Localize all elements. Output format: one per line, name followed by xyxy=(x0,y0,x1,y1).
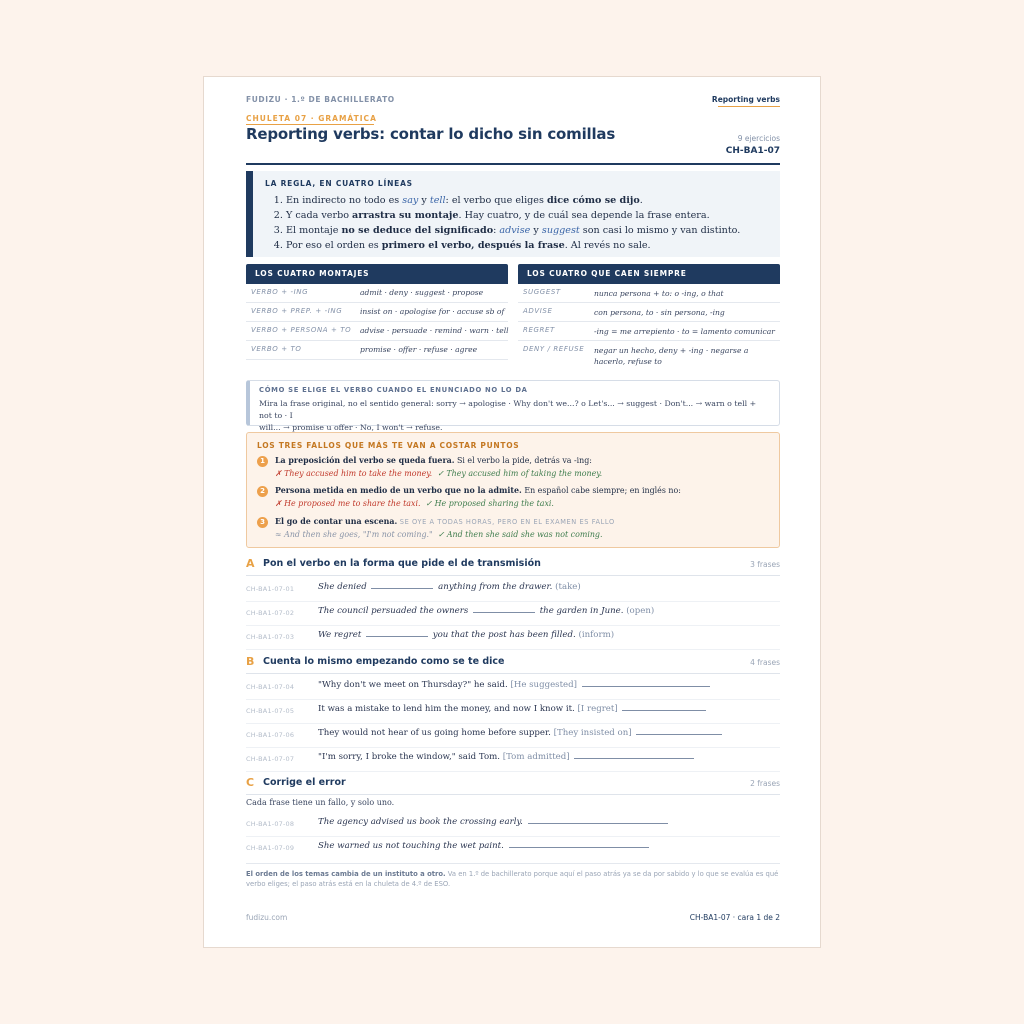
answer-blank[interactable] xyxy=(582,685,710,687)
number-badge: 2 xyxy=(257,486,268,497)
number-badge: 1 xyxy=(257,456,268,467)
table-row: VERBO + -ING admit · deny · suggest · propose xyxy=(246,284,508,303)
page-title: Reporting verbs: contar lo dicho sin comillas xyxy=(246,125,616,143)
rule-item: 2. Y cada verbo arrastra su montaje. Hay cuatro, y de cuál sea depende la frase entera. xyxy=(286,208,766,223)
siempre-heading: LOS CUATRO QUE CAEN SIEMPRE xyxy=(518,264,780,284)
rule-item: 3. El montaje no se deduce del significado: advise y suggest son casi lo mismo y van distinto. xyxy=(286,223,766,238)
footer-site[interactable]: fudizu.com xyxy=(246,913,288,922)
exercise-row: CH-BA1-07-01 She denied anything from the drawer. (take) xyxy=(246,577,780,602)
table-row: ADVISE con persona, to · sin persona, -ing xyxy=(518,303,780,322)
table-row: VERBO + PREP. + -ING insist on · apologise for · accuse sb of xyxy=(246,303,508,322)
fails-heading: LOS TRES FALLOS QUE MÁS TE VAN A COSTAR PUNTOS xyxy=(257,441,520,450)
siempre-table xyxy=(518,264,780,369)
section-header-b: B Cuenta lo mismo empezando como se te dice 4 frases xyxy=(246,655,780,674)
brand-label: FUDIZU · 1.º DE BACHILLERATO xyxy=(246,95,395,104)
section-header-c: C Corrige el error 2 frases xyxy=(246,776,780,795)
answer-blank[interactable] xyxy=(473,611,535,613)
rule-box xyxy=(246,171,780,257)
exercise-row: CH-BA1-07-06 They would not hear of us going home before supper. [They insisted on] xyxy=(246,723,780,748)
answer-blank[interactable] xyxy=(366,635,428,637)
rule-item: 4. Por eso el orden es primero el verbo, después la frase. Al revés no sale. xyxy=(286,238,766,253)
table-row: VERBO + TO promise · offer · refuse · agree xyxy=(246,341,508,360)
how-heading: CÓMO SE ELIGE EL VERBO CUANDO EL ENUNCIADO NO LO DA xyxy=(259,386,528,394)
rule-heading: LA REGLA, EN CUATRO LÍNEAS xyxy=(265,179,413,188)
exercise-row: CH-BA1-07-07 "I'm sorry, I broke the window," said Tom. [Tom admitted] xyxy=(246,747,780,772)
worksheet-page xyxy=(203,76,821,948)
rule-item: 1. En indirecto no todo es say y tell: el verbo que eliges dice cómo se dijo. xyxy=(286,193,766,208)
section-c-intro: Cada frase tiene un fallo, y solo uno. xyxy=(246,798,395,807)
sheet-code: CH-BA1-07 xyxy=(725,146,780,156)
table-row: DENY / REFUSE negar un hecho, deny + -ing · negarse a hacerlo, refuse to xyxy=(523,345,749,366)
topic-label: Reporting verbs xyxy=(711,95,780,104)
answer-blank[interactable] xyxy=(509,846,649,848)
header-divider xyxy=(246,163,780,165)
number-badge: 3 xyxy=(257,517,268,528)
answer-blank[interactable] xyxy=(636,733,722,735)
exercise-row: CH-BA1-07-05 It was a mistake to lend him the money, and now I know it. [I regret] xyxy=(246,699,780,724)
rule-list xyxy=(265,193,766,253)
footnote: El orden de los temas cambia de un instituto a otro. Va en 1.º de bachillerato porque aquí el paso atrás ya se da por sabido y lo que se evalúa es qué verbo eliges; el paso atrás está en la chuleta de 4.º de ESO. xyxy=(246,863,780,889)
montajes-table xyxy=(246,264,508,360)
answer-blank[interactable] xyxy=(622,709,706,711)
table-row: REGRET -ing = me arrepiento · to = lamento comunicar xyxy=(518,322,780,341)
exercise-row: CH-BA1-07-04 "Why don't we meet on Thursday?" he said. [He suggested] xyxy=(246,675,780,700)
table-row: SUGGEST nunca persona + to: o -ing, o that xyxy=(518,284,780,303)
fails-box: LOS TRES FALLOS QUE MÁS TE VAN A COSTAR PUNTOS 1 La preposición del verbo se queda fuera. Si el verbo la pide, detrás va -ing: ✗ They accused him to take the money. ✓ They accused him of taking the money. 2 Persona metida en medio de un verbo que no la admite. En español cabe siempre; en inglés no: ✗ He proposed me to share the taxi. ✓ He proposed sharing the taxi. 3 El go de contar una escena. SE OYE A TODAS HORAS, PERO EN EL EXAMEN ES FALLO ≈ And then she goes, "I'm not coming." ✓ And then she said she was not coming. xyxy=(246,432,780,548)
answer-blank[interactable] xyxy=(371,587,433,589)
exercise-row: CH-BA1-07-08 The agency advised us book the crossing early. xyxy=(246,812,780,837)
section-header-a: A Pon el verbo en la forma que pide el de transmisión 3 frases xyxy=(246,557,780,576)
header-bar xyxy=(246,95,780,104)
montajes-heading: LOS CUATRO MONTAJES xyxy=(246,264,508,284)
how-box xyxy=(246,380,780,432)
answer-blank[interactable] xyxy=(574,757,694,759)
exercise-count: 9 ejercicios xyxy=(737,134,780,143)
exercise-row: CH-BA1-07-09 She warned us not touching the wet paint. xyxy=(246,836,780,860)
answer-blank[interactable] xyxy=(528,822,668,824)
topic-underline xyxy=(718,106,780,107)
exercise-row: CH-BA1-07-02 The council persuaded the owners the garden in June. (open) xyxy=(246,601,780,626)
exercise-row: CH-BA1-07-03 We regret you that the post has been filled. (inform) xyxy=(246,625,780,650)
footer-page: CH-BA1-07 · cara 1 de 2 xyxy=(689,913,780,922)
sheet-label: CHULETA 07 · GRAMÁTICA xyxy=(246,114,377,123)
how-text: Mira la frase original, no el sentido general: sorry → apologise · Why don't we...? o Let's... → suggest · Don't... → warn o tell + not to · I will... → promise u offer · No, I won't → refuse. xyxy=(259,399,757,432)
table-row: VERBO + PERSONA + TO advise · persuade · remind · warn · tell xyxy=(246,322,508,341)
